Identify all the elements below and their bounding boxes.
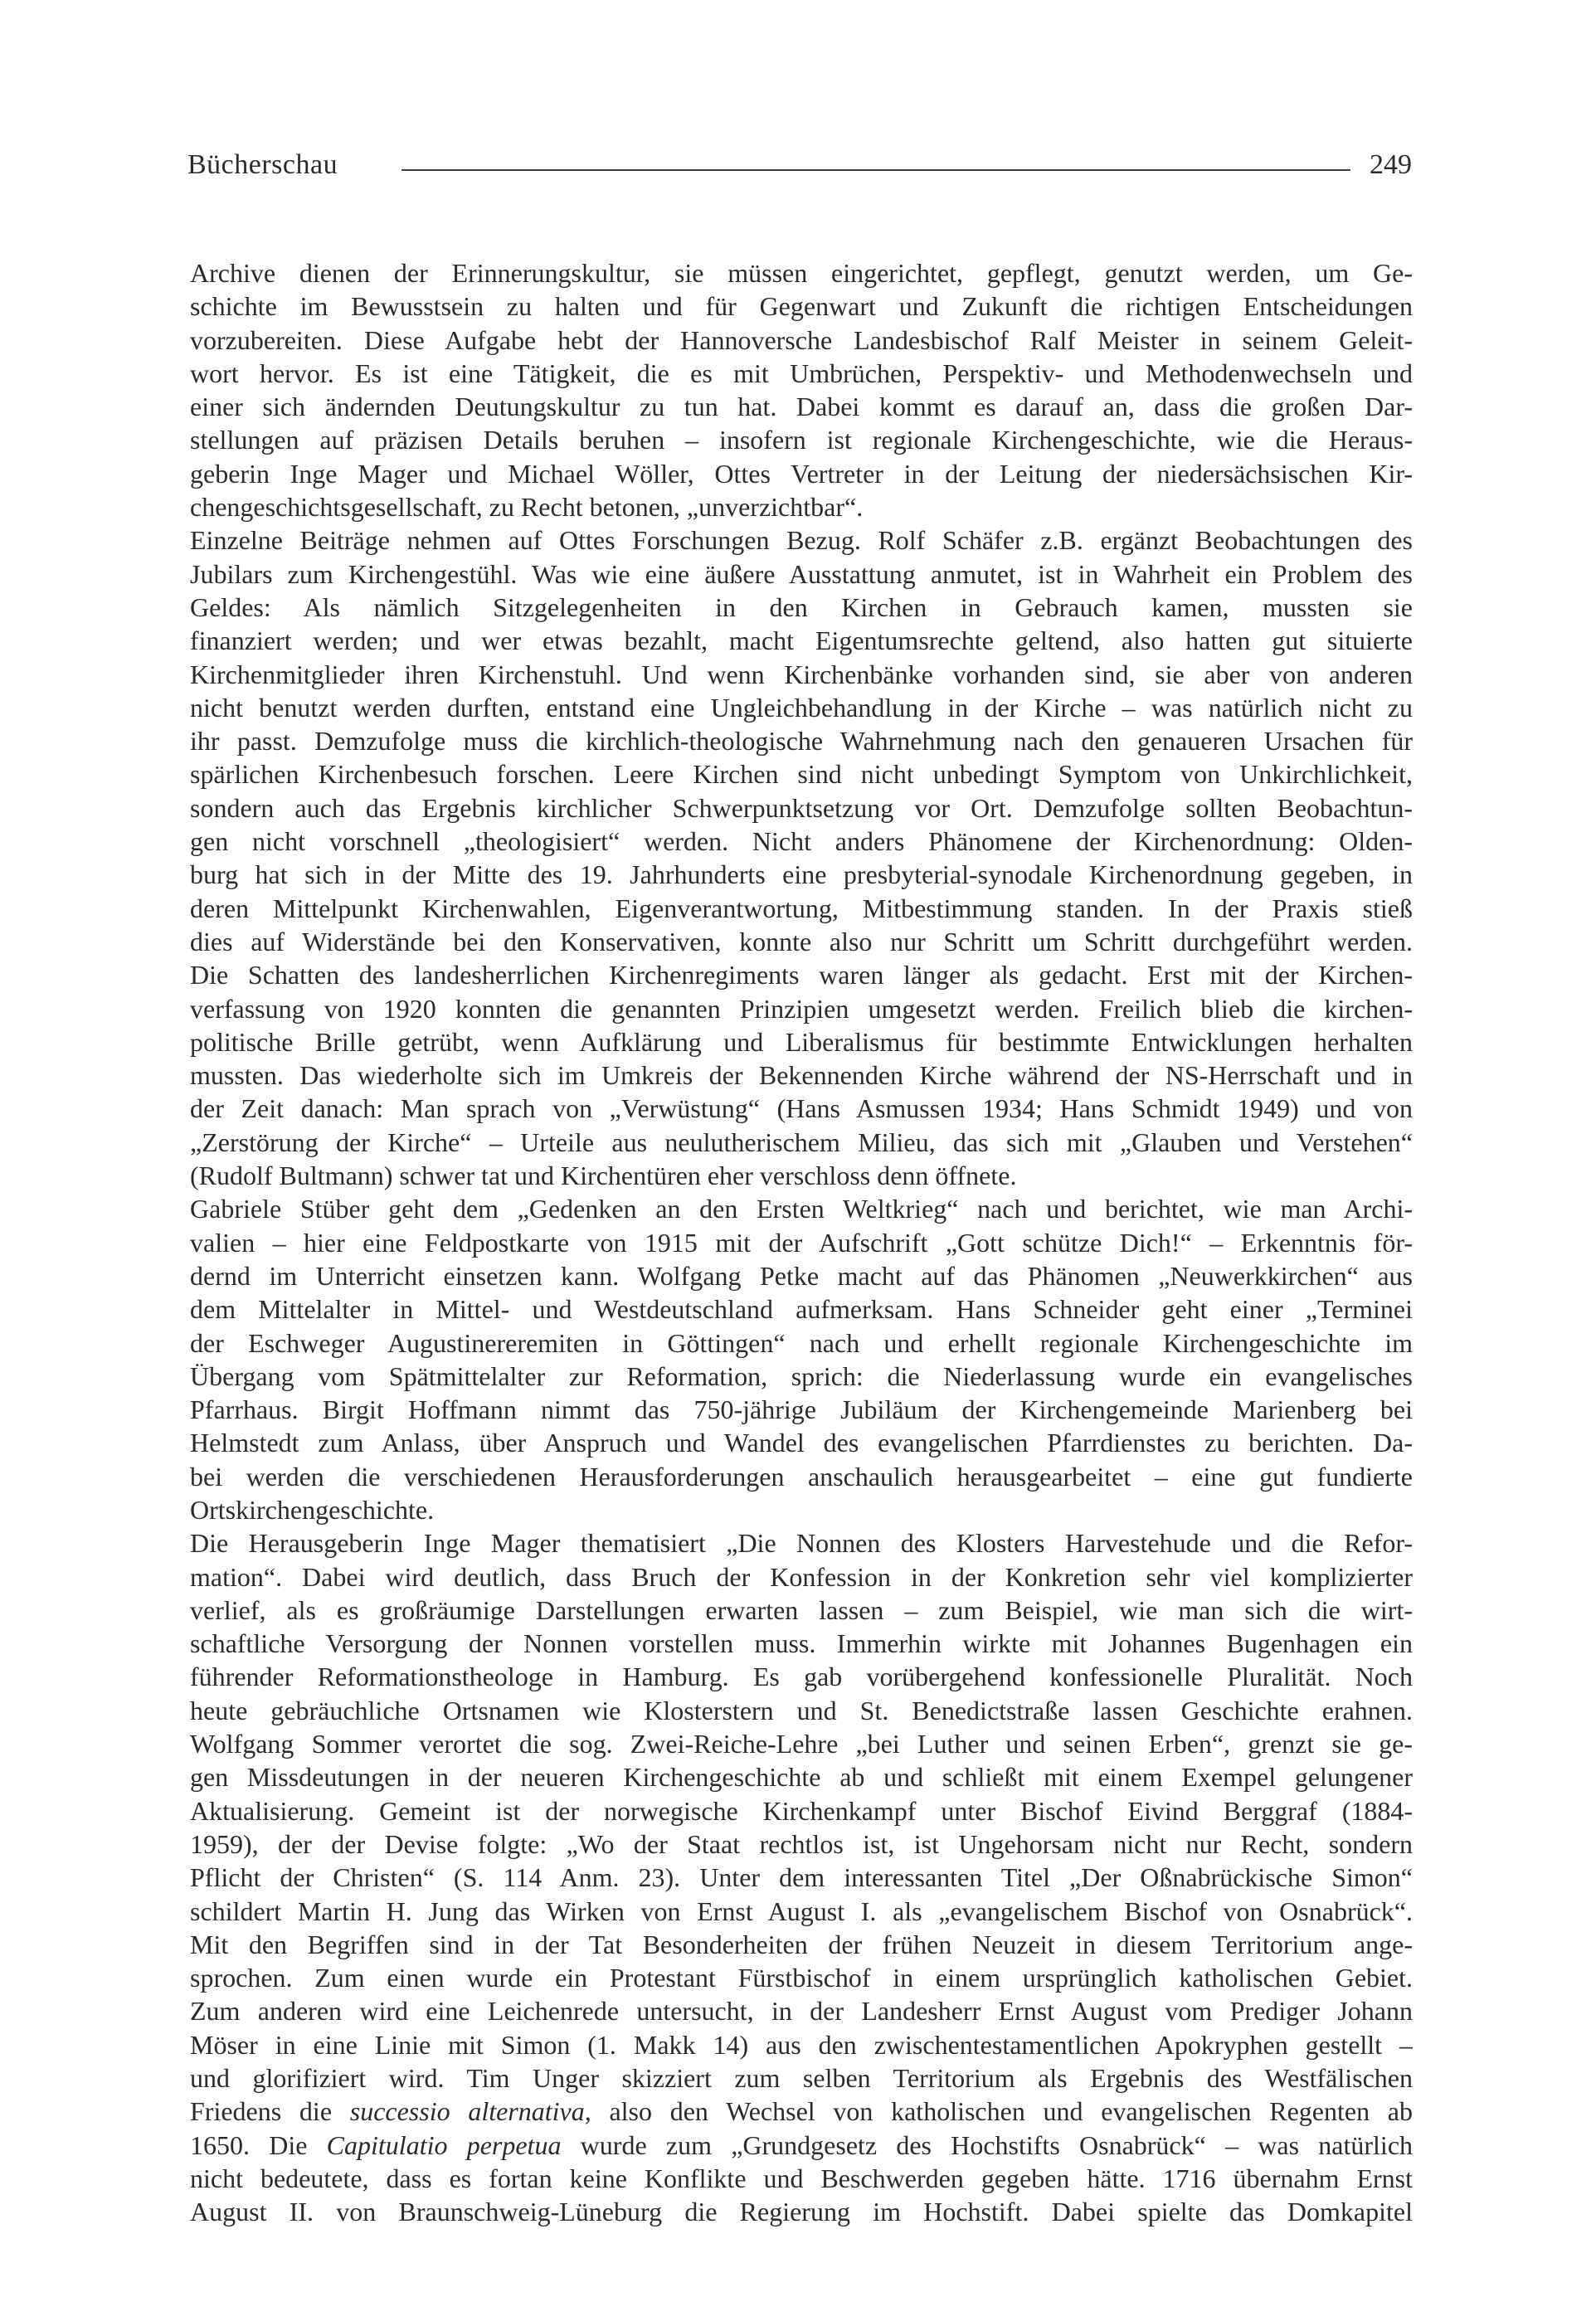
text-line: heute gebräuchliche Ortsnamen wie Klosterstern und St. Benedictstraße lassen Geschichte erahnen. bbox=[190, 1695, 1413, 1725]
paragraph-1 bbox=[190, 256, 1413, 523]
text-line: der Zeit danach: Man sprach von „Verwüstung“ (Hans Asmussen 1934; Hans Schmidt 1949) und von bbox=[190, 1093, 1413, 1124]
text-line: gen Missdeutungen in der neueren Kirchengeschichte ab und schließt mit einem Exempel gelungener bbox=[190, 1762, 1413, 1793]
body-text bbox=[190, 256, 1413, 2229]
text-line: gen nicht vorschnell „theologisiert“ werden. Nicht anders Phänomene der Kirchenordnung: Olden- bbox=[190, 826, 1413, 857]
text-line: mussten. Das wiederholte sich im Umkreis der Bekennenden Kirche während der NS-Herrschaft und in bbox=[190, 1060, 1413, 1091]
text-line: einer sich ändernden Deutungskultur zu tun hat. Dabei kommt es darauf an, dass die großen Dar- bbox=[190, 392, 1413, 422]
text-line bbox=[190, 2095, 1413, 2128]
text-line: Wolfgang Sommer verortet die sog. Zwei-Reiche-Lehre „bei Luther und seinen Erben“, grenzt sie ge- bbox=[190, 1729, 1413, 1759]
text-segment: 1650. Die bbox=[190, 2129, 327, 2160]
text-line: verfassung von 1920 konnten die genannten Prinzipien umgesetzt werden. Freilich blieb die kirchen- bbox=[190, 993, 1413, 1024]
text-line: sprochen. Zum einen wurde ein Protestant Fürstbischof in einem ursprünglich katholischen Gebiet. bbox=[190, 1963, 1413, 1993]
text-line: sondern auch das Ergebnis kirchlicher Schwerpunktsetzung vor Ort. Demzufolge sollten Beobachtun- bbox=[190, 792, 1413, 823]
text-line: dies auf Widerstände bei den Konservativen, konnte also nur Schritt um Schritt durchgeführt werden. bbox=[190, 926, 1413, 956]
text-line bbox=[190, 2129, 1413, 2162]
paragraph-4 bbox=[190, 1526, 1413, 2228]
text-line: dem Mittelalter in Mittel- und Westdeutschland aufmerksam. Hans Schneider geht einer „Terminei bbox=[190, 1294, 1413, 1325]
text-line: geberin Inge Mager und Michael Wöller, Ottes Vertreter in der Leitung der niedersächsischen Kir- bbox=[190, 458, 1413, 489]
text-segment: wurde zum „Grundgesetz des Hochstifts Osnabrück“ – was natürlich bbox=[561, 2129, 1413, 2160]
text-line: Einzelne Beiträge nehmen auf Ottes Forschungen Bezug. Rolf Schäfer z.B. ergänzt Beobachtungen des bbox=[190, 525, 1413, 556]
text-line: Helmstedt zum Anlass, über Anspruch und Wandel des evangelischen Pfarrdienstes zu berichten. Da- bbox=[190, 1428, 1413, 1458]
text-line: Mit den Begriffen sind in der Tat Besonderheiten der frühen Neuzeit in diesem Territorium ange- bbox=[190, 1929, 1413, 1959]
page-number: 249 bbox=[1370, 149, 1412, 180]
text-segment: also den Wechsel von katholischen und evangelischen Regenten ab bbox=[591, 2096, 1413, 2127]
text-line: bei werden die verschiedenen Herausforderungen anschaulich herausgearbeitet – eine gut fundierte bbox=[190, 1461, 1413, 1492]
text-line: burg hat sich in der Mitte des 19. Jahrhunderts eine presbyterial-synodale Kirchenordnung gegeben, in bbox=[190, 859, 1413, 890]
text-line: Möser in eine Linie mit Simon (1. Makk 14) aus den zwischentestamentlichen Apokryphen gestellt – bbox=[190, 2029, 1413, 2060]
text-line: vorzubereiten. Diese Aufgabe hebt der Hannoversche Landesbischof Ralf Meister in seinem Geleit- bbox=[190, 324, 1413, 355]
text-line: 1959), der der Devise folgte: „Wo der Staat rechtlos ist, ist Ungehorsam nicht nur Recht, sondern bbox=[190, 1828, 1413, 1859]
text-line: ihr passt. Demzufolge muss die kirchlich-theologische Wahrnehmung nach den genaueren Ursachen für bbox=[190, 726, 1413, 757]
header-rule bbox=[401, 169, 1350, 171]
text-line: Zum anderen wird eine Leichenrede untersucht, in der Landesherr Ernst August vom Prediger Johann bbox=[190, 1996, 1413, 2027]
text-segment: Friedens die bbox=[190, 2096, 350, 2127]
running-title: Bücherschau bbox=[187, 149, 338, 180]
text-line: Aktualisierung. Gemeint ist der norwegische Kirchenkampf unter Bischof Eivind Berggraf (1884- bbox=[190, 1795, 1413, 1826]
paragraph-2 bbox=[190, 523, 1413, 1192]
text-line: Jubilars zum Kirchengestühl. Was wie eine äußere Ausstattung anmutet, ist in Wahrheit ein Problem des bbox=[190, 558, 1413, 589]
text-line: politische Brille getrübt, wenn Aufklärung und Liberalismus für bestimmte Entwicklungen herhalten bbox=[190, 1026, 1413, 1057]
text-line: spärlichen Kirchenbesuch forschen. Leere Kirchen sind nicht unbedingt Symptom von Unkirchlichkeit, bbox=[190, 759, 1413, 790]
text-line: schildert Martin H. Jung das Wirken von Ernst August I. als „evangelischem Bischof von Osnabrück“. bbox=[190, 1896, 1413, 1926]
text-line: dernd im Unterricht einsetzen kann. Wolfgang Petke macht auf das Phänomen „Neuwerkkirchen“ aus bbox=[190, 1260, 1413, 1291]
text-line: schaftliche Versorgung der Nonnen vorstellen muss. Immerhin wirkte mit Johannes Bugenhagen ein bbox=[190, 1628, 1413, 1659]
text-line: Pfarrhaus. Birgit Hoffmann nimmt das 750-jährige Jubiläum der Kirchengemeinde Marienberg bei bbox=[190, 1394, 1413, 1425]
text-line: Die Schatten des landesherrlichen Kirchenregiments waren länger als gedacht. Erst mit der Kirchen- bbox=[190, 960, 1413, 990]
text-line: August II. von Braunschweig-Lüneburg die Regierung im Hochstift. Dabei spielte das Domkapitel bbox=[190, 2197, 1413, 2227]
text-line: finanziert werden; und wer etwas bezahlt, macht Eigentumsrechte geltend, also hatten gut situierte bbox=[190, 625, 1413, 656]
text-line: stellungen auf präzisen Details beruhen – insofern ist regionale Kirchengeschichte, wie die Heraus- bbox=[190, 425, 1413, 455]
text-line: Archive dienen der Erinnerungskultur, sie müssen eingerichtet, gepflegt, genutzt werden, um Ge- bbox=[190, 258, 1413, 288]
text-line: „Zerstörung der Kirche“ – Urteile aus neulutherischem Milieu, das sich mit „Glauben und Verstehen“ bbox=[190, 1127, 1413, 1157]
text-line: wort hervor. Es ist eine Tätigkeit, die es mit Umbrüchen, Perspektiv- und Methodenwechseln und bbox=[190, 358, 1413, 388]
paragraph-3 bbox=[190, 1192, 1413, 1526]
text-line: Übergang vom Spätmittelalter zur Reformation, sprich: die Niederlassung wurde ein evangelisches bbox=[190, 1360, 1413, 1391]
italic-term: successio alternativa, bbox=[349, 2096, 591, 2127]
text-line: chengeschichtsgesellschaft, zu Recht betonen, „unverzichtbar“. bbox=[190, 492, 864, 523]
text-line: deren Mittelpunkt Kirchenwahlen, Eigenverantwortung, Mitbestimmung standen. In der Praxis stieß bbox=[190, 893, 1413, 923]
text-line: Ortskirchengeschichte. bbox=[190, 1494, 435, 1525]
text-line: schichte im Bewusstsein zu halten und für Gegenwart und Zukunft die richtigen Entscheidungen bbox=[190, 291, 1413, 322]
text-line: nicht bedeutete, dass es fortan keine Konflikte und Beschwerden gegeben hätte. 1716 übernahm Ernst bbox=[190, 2163, 1413, 2193]
text-line: nicht benutzt werden durften, entstand eine Ungleichbehandlung in der Kirche – was natürlich nicht zu bbox=[190, 692, 1413, 723]
text-line: mation“. Dabei wird deutlich, dass Bruch der Konfession in der Konkretion sehr viel komplizierter bbox=[190, 1561, 1413, 1592]
text-line: Die Herausgeberin Inge Mager thematisiert „Die Nonnen des Klosters Harvestehude und die Refor- bbox=[190, 1528, 1413, 1559]
italic-term: Capitulatio perpetua bbox=[326, 2129, 562, 2160]
text-line: Pflicht der Christen“ (S. 114 Anm. 23). Unter dem interessanten Titel „Der Oßnabrückische Simon“ bbox=[190, 1862, 1413, 1893]
text-line: Geldes: Als nämlich Sitzgelegenheiten in den Kirchen in Gebrauch kamen, mussten sie bbox=[190, 591, 1413, 622]
text-line: (Rudolf Bultmann) schwer tat und Kirchentüren eher verschloss denn öffnete. bbox=[190, 1161, 1017, 1191]
page-header bbox=[187, 149, 1412, 191]
text-line: valien – hier eine Feldpostkarte von 1915 mit der Aufschrift „Gott schütze Dich!“ – Erkenntnis för- bbox=[190, 1227, 1413, 1258]
text-line: der Eschweger Augustinereremiten in Göttingen“ nach und erhellt regionale Kirchengeschichte im bbox=[190, 1327, 1413, 1358]
text-line: Kirchenmitglieder ihren Kirchenstuhl. Und wenn Kirchenbänke vorhanden sind, sie aber von anderen bbox=[190, 659, 1413, 689]
text-line: verlief, als es großräumige Darstellungen erwarten lassen – zum Beispiel, wie man sich die wirt- bbox=[190, 1594, 1413, 1625]
text-line: führender Reformationstheologe in Hamburg. Es gab vorübergehend konfessionelle Pluralität. Noch bbox=[190, 1662, 1413, 1692]
text-line: Gabriele Stüber geht dem „Gedenken an den Ersten Weltkrieg“ nach und berichtet, wie man Archi- bbox=[190, 1194, 1413, 1224]
text-line: und glorifiziert wird. Tim Unger skizziert zum selben Territorium als Ergebnis des Westfälischen bbox=[190, 2063, 1413, 2094]
